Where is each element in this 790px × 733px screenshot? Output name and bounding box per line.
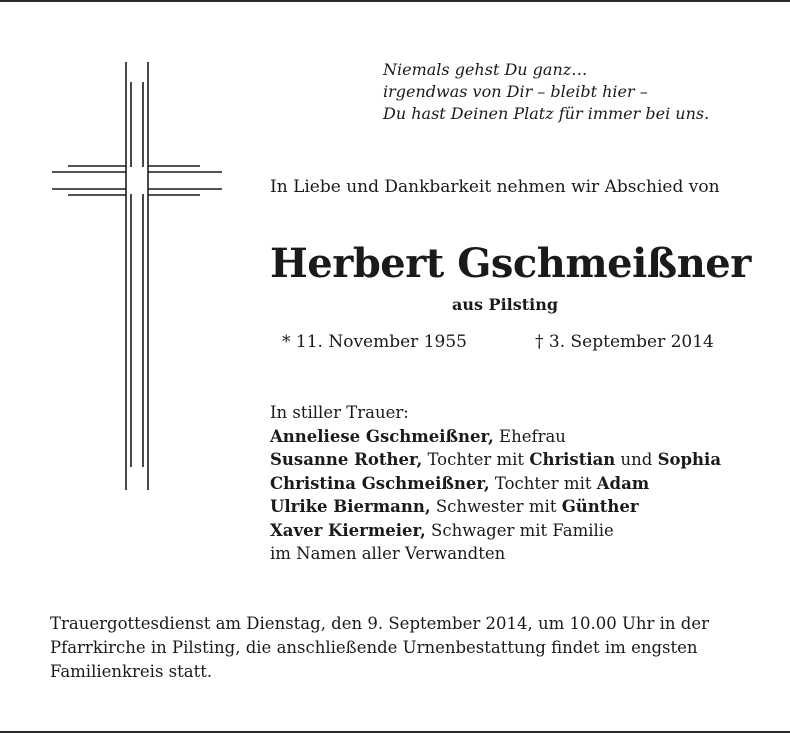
intro-text: In Liebe und Dankbarkeit nehmen wir Abschied von	[270, 177, 720, 197]
mourner-row	[270, 425, 721, 449]
cross-icon	[0, 2, 230, 502]
deceased-origin: aus Pilsting	[451, 295, 559, 314]
mourner-row	[270, 472, 721, 496]
mourner-partner: Günther	[561, 497, 639, 516]
birth-date: * 11. November 1955	[282, 332, 467, 352]
mourner-relation: Schwester mit	[430, 497, 562, 516]
poem-line: Niemals gehst Du ganz…	[383, 60, 588, 79]
mourner-child: Christian	[529, 450, 616, 469]
mourner-relation: Tochter mit	[422, 450, 530, 469]
mourner-row	[270, 519, 721, 543]
death-date: † 3. September 2014	[535, 332, 714, 352]
mourners-list	[270, 401, 721, 566]
mourner-row	[270, 448, 721, 472]
mourner-child: Adam	[596, 473, 650, 493]
mourner-relation: Ehefrau	[493, 426, 566, 446]
mourners-closing: im Namen aller Verwandten	[270, 544, 506, 563]
mourners-heading: In stiller Trauer:	[270, 403, 409, 422]
mourner-conjunction: und	[615, 450, 658, 469]
mourner-name: Susanne Rother,	[270, 450, 423, 469]
poem	[383, 59, 709, 125]
mourner-name: Xaver Kiermeier,	[270, 520, 426, 540]
mourner-name: Christina Gschmeißner,	[270, 473, 490, 493]
mourner-row	[270, 495, 721, 519]
poem-line: irgendwas von Dir – bleibt hier –	[383, 82, 648, 101]
service-announcement: Trauergottesdienst am Dienstag, den 9. September 2014, um 10.00 Uhr in der Pfarrkirche in Pilsting, die anschließende Urnenbestattung findet im engsten Familienkreis statt.	[50, 614, 710, 681]
mourner-relation: Schwager mit Familie	[425, 520, 614, 540]
poem-line: Du hast Deinen Platz für immer bei uns.	[383, 104, 710, 123]
mourner-name: Ulrike Biermann,	[270, 497, 431, 516]
mourner-name: Anneliese Gschmeißner,	[270, 426, 494, 446]
mourner-child: Sophia	[657, 450, 722, 469]
mourner-relation: Tochter mit	[489, 473, 597, 493]
deceased-name: Herbert Gschmeißner	[270, 240, 751, 287]
